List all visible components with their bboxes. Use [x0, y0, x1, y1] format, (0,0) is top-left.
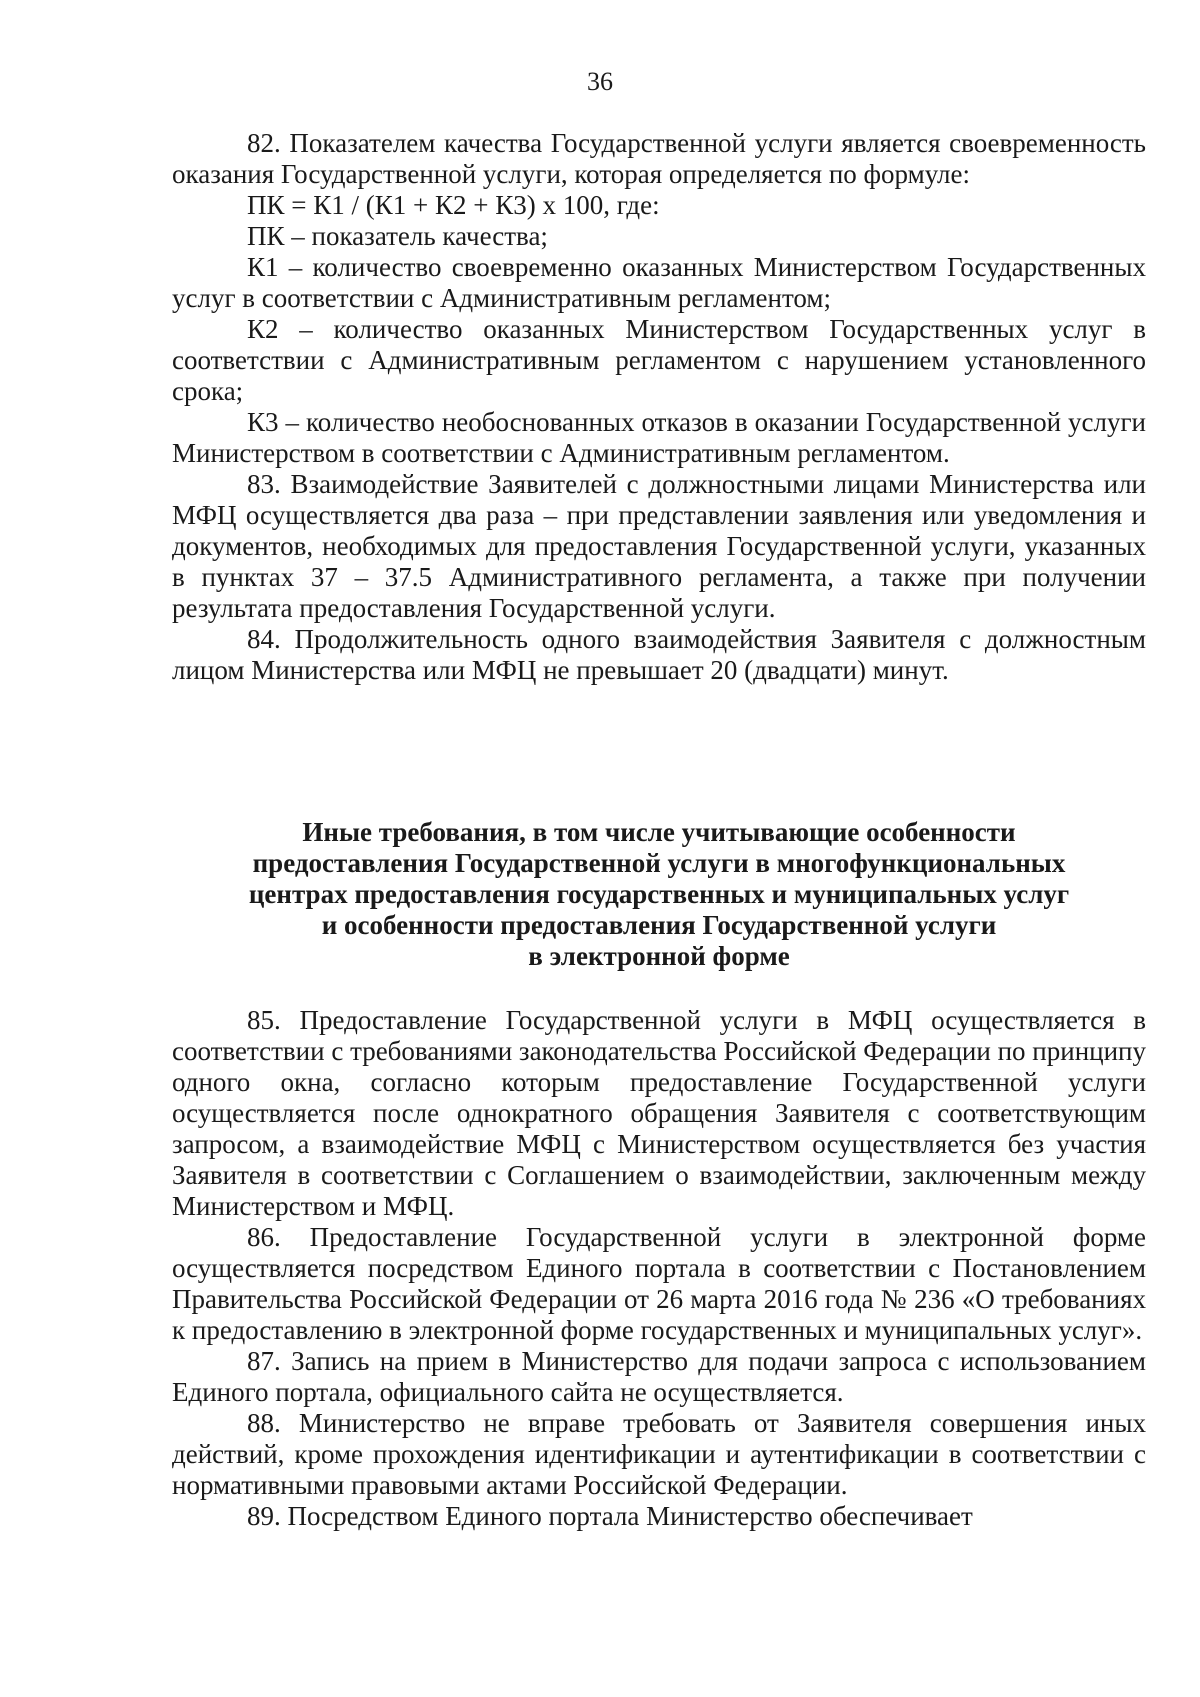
heading-line: центрах предоставления государственных и муниципальных услуг: [248, 879, 1070, 909]
paragraph-87: 87. Запись на прием в Министерство для подачи запроса с использованием Единого портала, официального сайта не осуществляется.: [172, 1346, 1146, 1407]
formula-line: ПК = К1 / (К1 + К2 + К3) х 100, где:: [247, 190, 660, 220]
paragraph-83: 83. Взаимодействие Заявителей с должностными лицами Министерства или МФЦ осуществляется два раза – при представлении заявления или уведомления и документов, необходимых для предоставления Государственной услуги, указанных в пунктах 37 – 37.5 Административного регламента, а также при получении результата предоставления Государственной услуги.: [172, 469, 1146, 623]
heading-line: и особенности предоставления Государственной услуги: [321, 910, 997, 940]
section-heading: [172, 817, 1146, 972]
paragraph-82: 82. Показателем качества Государственной услуги является своевременность оказания Государственной услуги, которая определяется по формуле:: [172, 128, 1146, 189]
paragraph-88: 88. Министерство не вправе требовать от Заявителя совершения иных действий, кроме прохождения идентификации и аутентификации в соответствии с нормативными правовыми актами Российской Федерации.: [172, 1408, 1146, 1500]
definition-k2: К2 – количество оказанных Министерством Государственных услуг в соответствии с Административным регламентом с нарушением установленного срока;: [172, 314, 1146, 406]
text-block-top: [172, 128, 1146, 686]
definition-k3: К3 – количество необоснованных отказов в оказании Государственной услуги Министерством в соответствии с Административным регламентом.: [172, 407, 1146, 468]
definition-k1: К1 – количество своевременно оказанных Министерством Государственных услуг в соответствии с Административным регламентом;: [172, 252, 1146, 313]
heading-line: предоставления Государственной услуги в многофункциональных: [252, 848, 1066, 878]
definition-pk: ПК – показатель качества;: [247, 221, 548, 251]
heading-line: Иные требования, в том числе учитывающие особенности: [302, 817, 1016, 847]
heading-line: в электронной форме: [528, 941, 790, 971]
paragraph-85: 85. Предоставление Государственной услуги в МФЦ осуществляется в соответствии с требованиями законодательства Российской Федерации по принципу одного окна, согласно которым предоставление Государственной услуги осуществляется после однократного обращения Заявителя с соответствующим запросом, а взаимодействие МФЦ с Министерством осуществляется без участия Заявителя в соответствии с Соглашением о взаимодействии, заключенным между Министерством и МФЦ.: [172, 1005, 1146, 1221]
paragraph-84: 84. Продолжительность одного взаимодействия Заявителя с должностным лицом Министерства или МФЦ не превышает 20 (двадцати) минут.: [172, 624, 1146, 685]
text-block-bottom: [172, 1005, 1146, 1532]
paragraph-86: 86. Предоставление Государственной услуги в электронной форме осуществляется посредством Единого портала в соответствии с Постановлением Правительства Российской Федерации от 26 марта 2016 года № 236 «О требованиях к предоставлению в электронной форме государственных и муниципальных услуг».: [172, 1222, 1146, 1345]
page-number: 36: [587, 67, 613, 96]
paragraph-89: 89. Посредством Единого портала Министерство обеспечивает: [247, 1501, 973, 1531]
